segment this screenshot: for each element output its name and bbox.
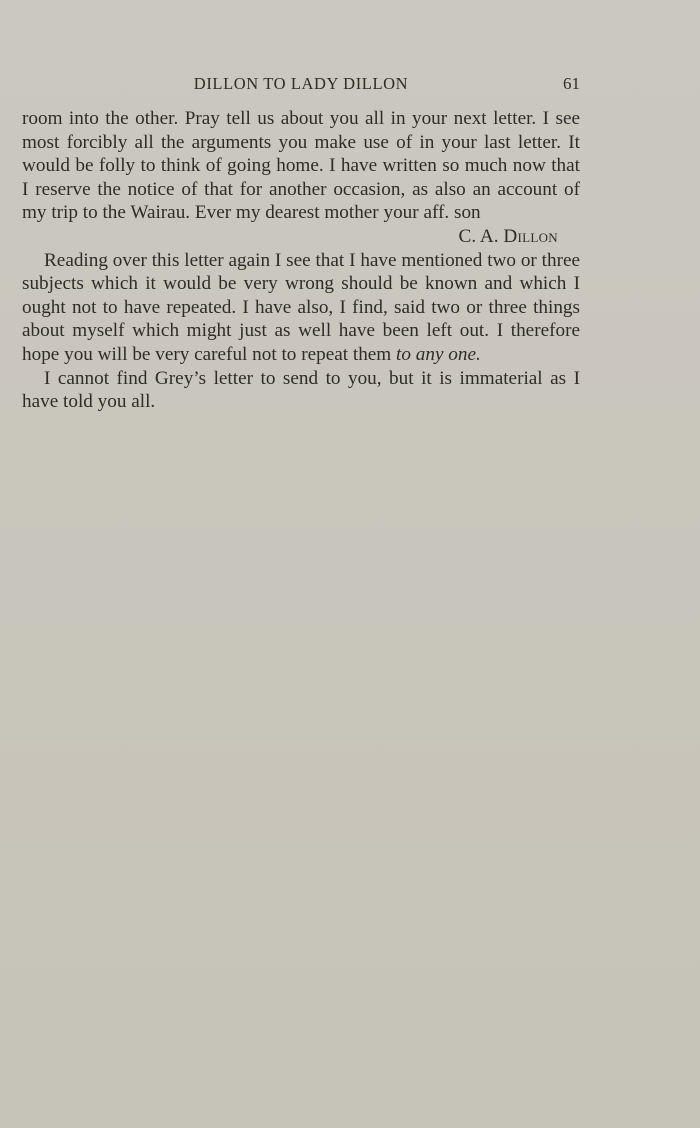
postscript-1-emphasis: to any one. [396,343,481,365]
signature-initials: C. A. [458,225,504,247]
page-number: 61 [563,74,580,93]
postscript-paragraph-2 [22,367,580,414]
signature-surname: Dillon [503,225,558,247]
page-text [22,107,580,414]
postscript-1-text: Reading over this letter again I see that I have mentioned two or three subjects which it would be very wrong should be known and which I ought not to have repeated. I have also, I find, said two or three things about myself which might just as well have been left out. I therefore hope you will be very careful not to repeat them [22,249,580,365]
running-head [22,72,580,96]
letter-paragraph [22,107,580,225]
postscript-2-text: I cannot find Grey’s letter to send to you, but it is immaterial as I have told you all. [22,367,580,413]
running-title: DILLON TO LADY DILLON [193,74,409,93]
postscript-paragraph-1 [22,249,580,367]
signature [22,225,580,249]
letter-text: room into the other. Pray tell us about you all in your next letter. I see most forcibly all the arguments you make use of in your last letter. It would be folly to think of going home. I have written so much now that I reserve the notice of that for another occasion, as also an account of my trip to the Wairau. Ever my dearest mother your aff. son [22,108,580,224]
